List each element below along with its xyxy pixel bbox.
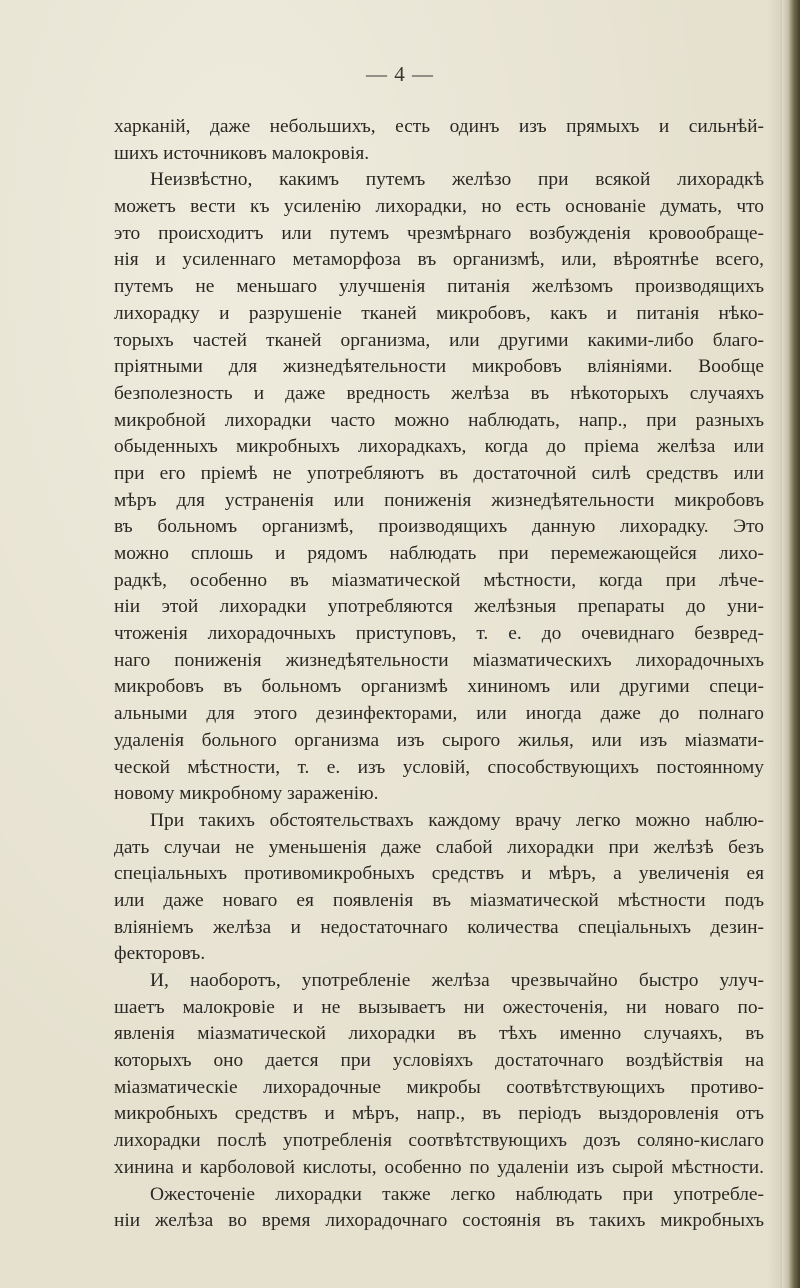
page-number: — 4 —: [366, 62, 434, 86]
text-line: вліяніемъ желѣза и недостаточнаго количества спеціальныхъ дезин-: [114, 916, 764, 938]
book-spine-edge: [780, 0, 800, 1288]
text-line: При такихъ обстоятельствахъ каждому врачу легко можно наблю-: [150, 809, 764, 831]
text-line: чтоженія лихорадочныхъ приступовъ, т. е. до очевиднаго безвред-: [114, 623, 764, 645]
text-line: безполезность и даже вредность желѣза въ нѣкоторыхъ случаяхъ: [114, 382, 764, 404]
text-line: фекторовъ.: [114, 943, 206, 965]
text-line: которыхъ оно дается при условіяхъ достаточнаго воздѣйствія на: [114, 1050, 764, 1072]
text-line: ческой мѣстности, т. е. изъ условій, способствующихъ постоянному: [114, 756, 764, 778]
text-line: міазматическіе лихорадочные микробы соотвѣтствующихъ противо-: [114, 1076, 764, 1098]
text-line: дать случаи не уменьшенія даже слабой лихорадки при желѣзѣ безъ: [114, 836, 764, 858]
body-text: [114, 114, 764, 1235]
text-line: микробной лихорадки часто можно наблюдать, напр., при разныхъ: [114, 409, 764, 431]
text-line: при его пріемѣ не употребляютъ въ достаточной силѣ средствъ или: [114, 462, 764, 484]
text-line: это происходитъ или путемъ чрезмѣрнаго возбужденія кровообраще-: [114, 222, 764, 244]
text-line: наго пониженія жизнедѣятельности міазматическихъ лихорадочныхъ: [114, 649, 764, 671]
text-line: лихорадки послѣ употребленія соотвѣтствующихъ дозъ соляно-кислаго: [114, 1130, 764, 1152]
text-line: можетъ вести къ усиленію лихорадки, но есть основаніе думать, что: [114, 196, 764, 218]
text-line: альными для этого дезинфекторами, или иногда даже до полнаго: [114, 703, 764, 725]
text-line: торыхъ частей тканей организма, или другими какими-либо благо-: [114, 329, 764, 351]
text-line: обыденныхъ микробныхъ лихорадкахъ, когда до пріема желѣза или: [114, 436, 764, 458]
text-line: нія и усиленнаго метаморфоза въ организмѣ, или, вѣроятнѣе всего,: [114, 249, 764, 271]
text-line: Неизвѣстно, какимъ путемъ желѣзо при всякой лихорадкѣ: [150, 169, 764, 191]
text-line: явленія міазматической лихорадки въ тѣхъ именно случаяхъ, въ: [114, 1023, 764, 1045]
text-line: можно сплошь и рядомъ наблюдать при перемежающейся лихо-: [114, 543, 764, 564]
text-line: ніи желѣза во время лихорадочнаго состоянія въ такихъ микробныхъ: [114, 1210, 764, 1232]
text-line: лихорадку и разрушеніе тканей микробовъ, какъ и питанія нѣко-: [114, 302, 764, 324]
text-line: шаетъ малокровіе и не вызываетъ ни ожесточенія, ни новаго по-: [114, 996, 764, 1018]
text-line: харканій, даже небольшихъ, есть одинъ изъ прямыхъ и сильнѣй-: [114, 116, 764, 137]
text-line: шихъ источниковъ малокровія.: [114, 142, 370, 164]
text-line: Ожесточеніе лихорадки также легко наблюдать при употребле-: [150, 1183, 764, 1205]
text-line: въ больномъ организмѣ, производящихъ данную лихорадку. Это: [114, 516, 764, 538]
text-line: микробныхъ средствъ и мѣръ, напр., въ періодъ выздоровленія отъ: [114, 1103, 764, 1125]
text-line: микробовъ въ больномъ организмѣ хининомъ или другими специ-: [114, 676, 764, 698]
text-line: путемъ не меньшаго улучшенія питанія желѣзомъ производящихъ: [114, 276, 764, 298]
text-line: ніи этой лихорадки употребляются желѣзныя препараты до уни-: [114, 596, 764, 618]
text-line: удаленія больного организма изъ сырого жилья, или изъ міазмати-: [114, 729, 764, 751]
text-line: хинина и карболовой кислоты, особенно по удаленіи изъ сырой мѣстности.: [114, 1156, 764, 1178]
text-line: пріятными для жизнедѣятельности микробовъ вліяніями. Вообще: [114, 356, 764, 378]
text-line: или даже новаго ея появленія въ міазматической мѣстности подъ: [114, 889, 764, 911]
text-line: спеціальныхъ противомикробныхъ средствъ и мѣръ, а увеличенія ея: [114, 863, 764, 885]
text-line: мѣръ для устраненія или пониженія жизнедѣятельности микробовъ: [114, 489, 764, 511]
text-line: И, наоборотъ, употребленіе желѣза чрезвычайно быстро улуч-: [150, 970, 764, 991]
text-line: радкѣ, особенно въ міазматической мѣстности, когда при лѣче-: [114, 569, 764, 591]
text-line: новому микробному зараженію.: [114, 783, 379, 805]
